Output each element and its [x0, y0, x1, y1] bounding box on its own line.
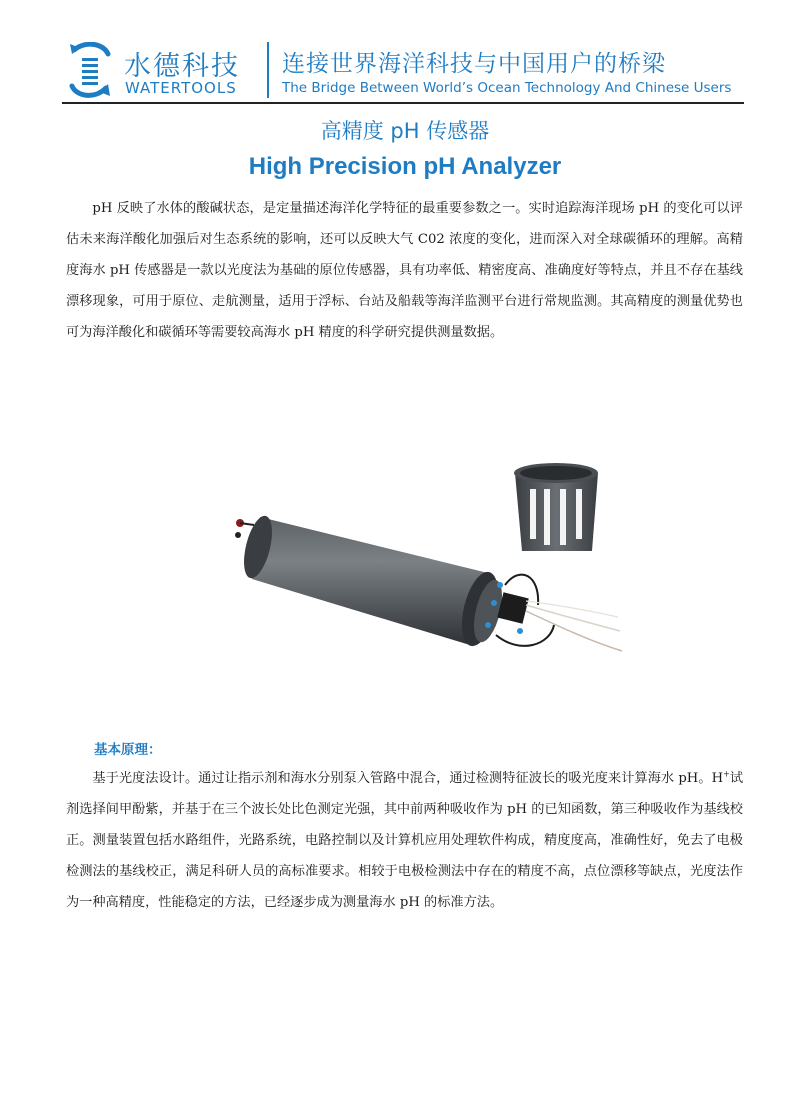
sensor-housing-icon: [235, 513, 507, 650]
cage-guard-icon: [514, 463, 598, 551]
slogan-cn: 连接世界海洋科技与中国用户的桥梁: [282, 51, 666, 77]
principle-text-before: 基于光度法设计。通过让指示剂和海水分别泵入管路中混合，通过检测特征波长的吸光度来计算海水 pH。H: [92, 771, 724, 786]
principle-heading: 基本原理：: [94, 742, 162, 758]
superscript-plus: +: [723, 769, 730, 779]
header-divider: [267, 42, 269, 98]
header-rule: [62, 102, 744, 104]
ph-sensor-image: [220, 455, 640, 680]
principle-text-after: 试剂选择间甲酚紫，并基于在三个波长处比色测定光强，其中前两种吸收作为 pH 的已知函数，第三种吸收作为基线校正。测量装置包括水路组件，光路系统，电路控制以及计算机应用处理软件构成，精度度高，准确性好，免去了电极检测法的基线校正，满足科研人员的高标准要求。相较于电极检测法中存在的精度不高，点位漂移等缺点，光度法作为一种高精度，性能稳定的方法，已经逐步成为测量海水 pH 的标准方法。: [66, 771, 744, 910]
page-title-cn: 高精度 pH 传感器: [320, 119, 490, 143]
principle-paragraph: [66, 763, 743, 918]
slogan-en: The Bridge Between World’s Ocean Technology And Chinese Users: [282, 80, 732, 96]
intro-paragraph: pH 反映了水体的酸碱状态，是定量描述海洋化学特征的最重要参数之一。实时追踪海洋现场 pH 的变化可以评估未来海洋酸化加强后对生态系统的影响，还可以反映大气 C02 浓度的变化，进而深入对全球碳循环的理解。高精度海水 pH 传感器是一款以光度法为基础的原位传感器，具有功率低、精密度高、准确度好等特点，并且不存在基线漂移现象，可用于原位、走航测量，适用于浮标、台站及船载等海洋监测平台进行常规监测。其高精度的测量优势也可为海洋酸化和碳循环等需要较高海水 pH 精度的科学研究提供测量数据。: [66, 201, 743, 340]
brand-name-cn: 水德科技: [124, 51, 240, 82]
page-header: [0, 0, 810, 106]
brand-name-en: WATERTOOLS: [125, 79, 237, 97]
watertools-logo-icon: [66, 42, 114, 98]
page-title-en: High Precision pH Analyzer: [248, 153, 562, 180]
sensor-end-cap-icon: [485, 575, 622, 651]
